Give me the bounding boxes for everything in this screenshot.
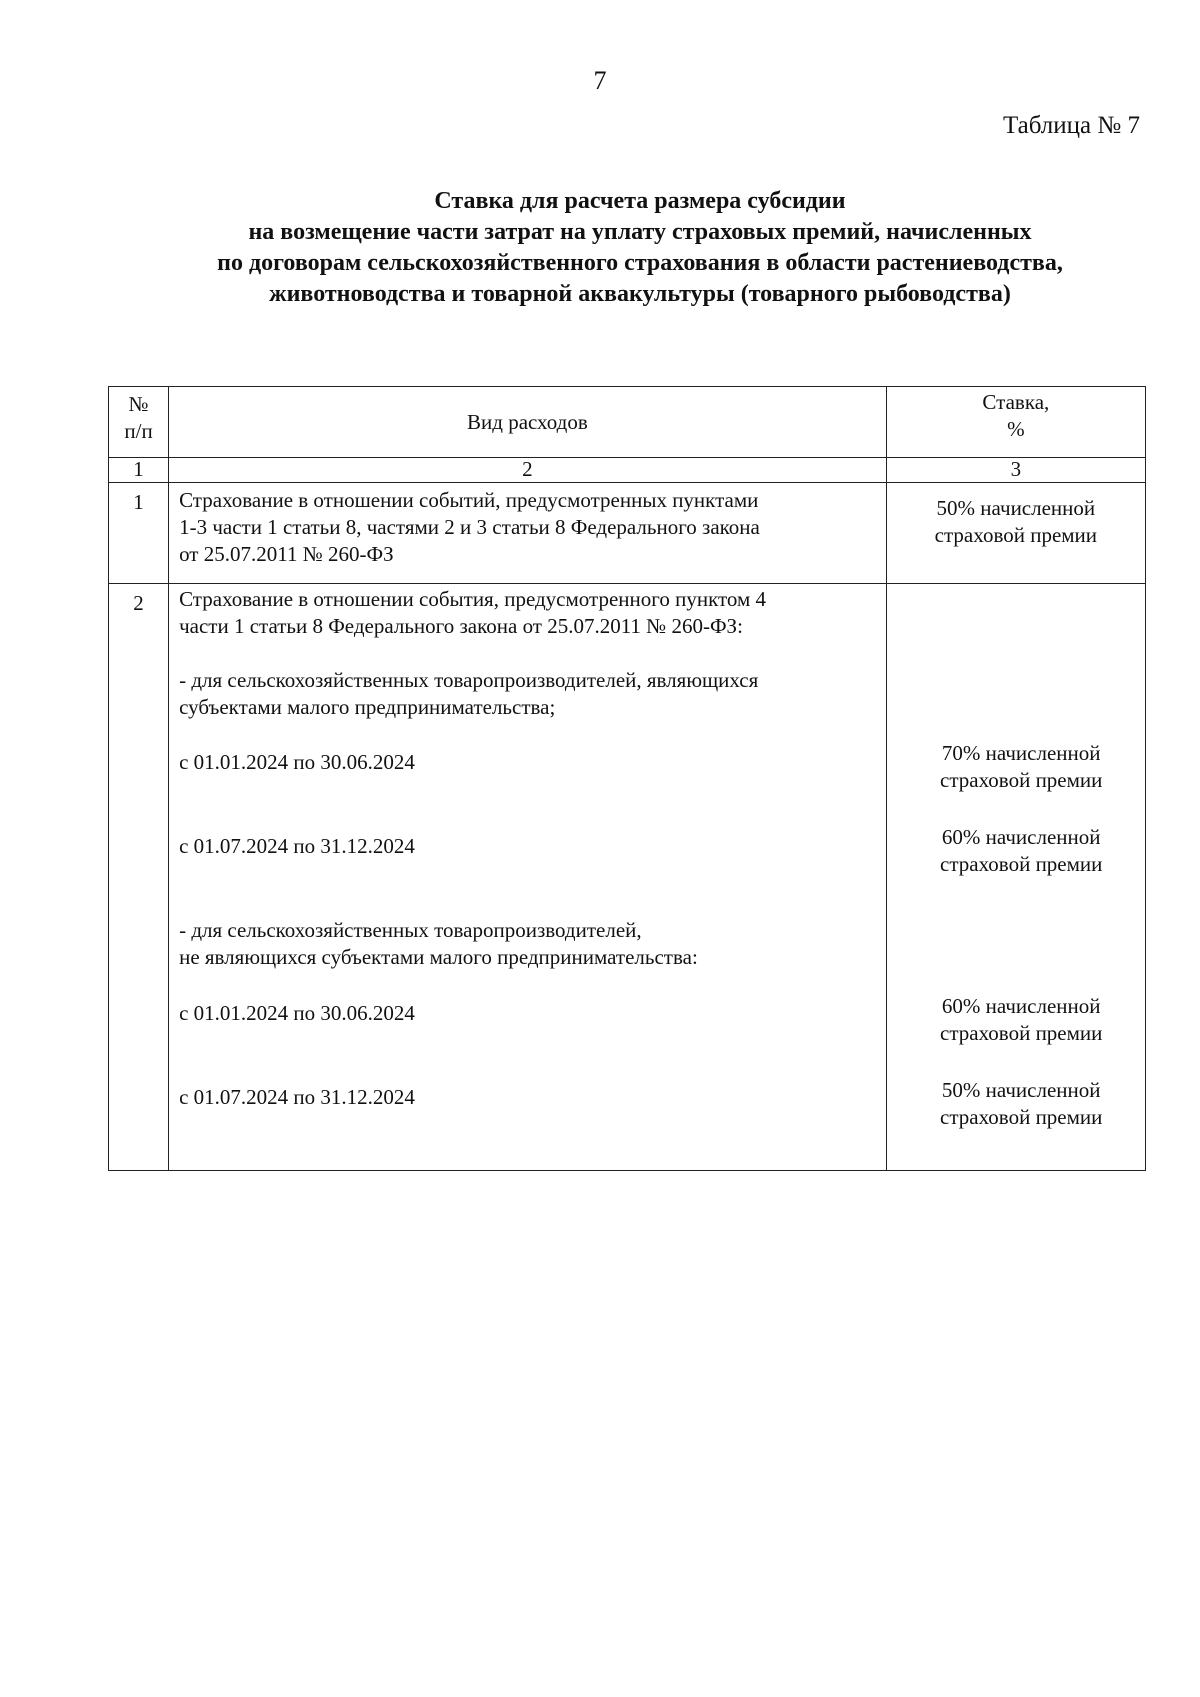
rate-line: 70% начисленной [941,741,1101,765]
column-numbers-row [109,458,1146,483]
description-line: от 25.07.2011 № 260-ФЗ [179,542,394,566]
description-line: 1-3 части 1 статьи 8, частями 2 и 3 статьи 8 Федерального закона [179,515,760,539]
description-line: части 1 статьи 8 Федерального закона от 25.07.2011 № 260-ФЗ: [179,614,743,638]
rate-block [887,824,1156,878]
table-row [109,483,1146,584]
description-line: Страхование в отношении событий, предусмотренных пунктами [179,488,759,512]
rate-block [887,740,1156,794]
description-line: - для сельскохозяйственных товаропроизводителей, являющихся [179,668,759,692]
rate-block [887,1077,1156,1131]
description-line: Страхование в отношении события, предусмотренного пунктом 4 [179,587,767,611]
header-number-line: п/п [124,419,153,443]
rate-line: страховой премии [940,1105,1103,1129]
rate-line: 60% начисленной [941,994,1101,1018]
column-number: 1 [109,458,169,483]
description-line: субъектами малого предпринимательства; [179,695,556,719]
row-number: 1 [109,483,169,584]
title-line: животноводства и товарной аквакультуры (товарного рыбоводства) [269,281,1011,307]
rate-line: страховой премии [940,768,1103,792]
rate-block [887,993,1156,1047]
document-title [90,186,1190,310]
title-line: на возмещение части затрат на уплату страховых премий, начисленных [248,219,1032,245]
title-line: по договорам сельскохозяйственного страхования в области растениеводства, [217,250,1063,276]
period-line: с 01.01.2024 по 30.06.2024 [179,750,415,774]
period-line: с 01.01.2024 по 30.06.2024 [179,1001,415,1025]
rates-table [108,386,1146,1171]
period-line: с 01.07.2024 по 31.12.2024 [179,1085,415,1109]
rate-line: страховой премии [940,1021,1103,1045]
table-label: Таблица № 7 [1002,112,1140,139]
rate-line: 50% начисленной [941,1078,1101,1102]
table-header-row [109,387,1146,458]
page-number: 7 [593,66,607,95]
header-rate [886,387,1145,458]
header-rate-line: Ставка, [982,390,1050,414]
rate-line: страховой премии [934,523,1098,547]
header-number-line: № [128,392,149,416]
rate-line: 50% начисленной [936,496,1096,520]
rate-line: страховой премии [940,852,1103,876]
row-number: 2 [109,584,169,1171]
title-line: Ставка для расчета размера субсидии [434,188,846,214]
header-kind: Вид расходов [169,387,887,458]
row-rate [886,584,1145,1171]
description-line: не являющихся субъектами малого предпринимательства: [179,945,698,969]
column-number: 3 [886,458,1145,483]
header-number [109,387,169,458]
row-description [169,584,887,1171]
row-description [169,483,887,584]
header-rate-line: % [1007,417,1025,441]
description-line: - для сельскохозяйственных товаропроизводителей, [179,918,642,942]
column-number: 2 [169,458,887,483]
table-row [109,584,1146,1171]
row-rate [886,483,1145,584]
period-line: с 01.07.2024 по 31.12.2024 [179,834,415,858]
rate-line: 60% начисленной [941,825,1101,849]
